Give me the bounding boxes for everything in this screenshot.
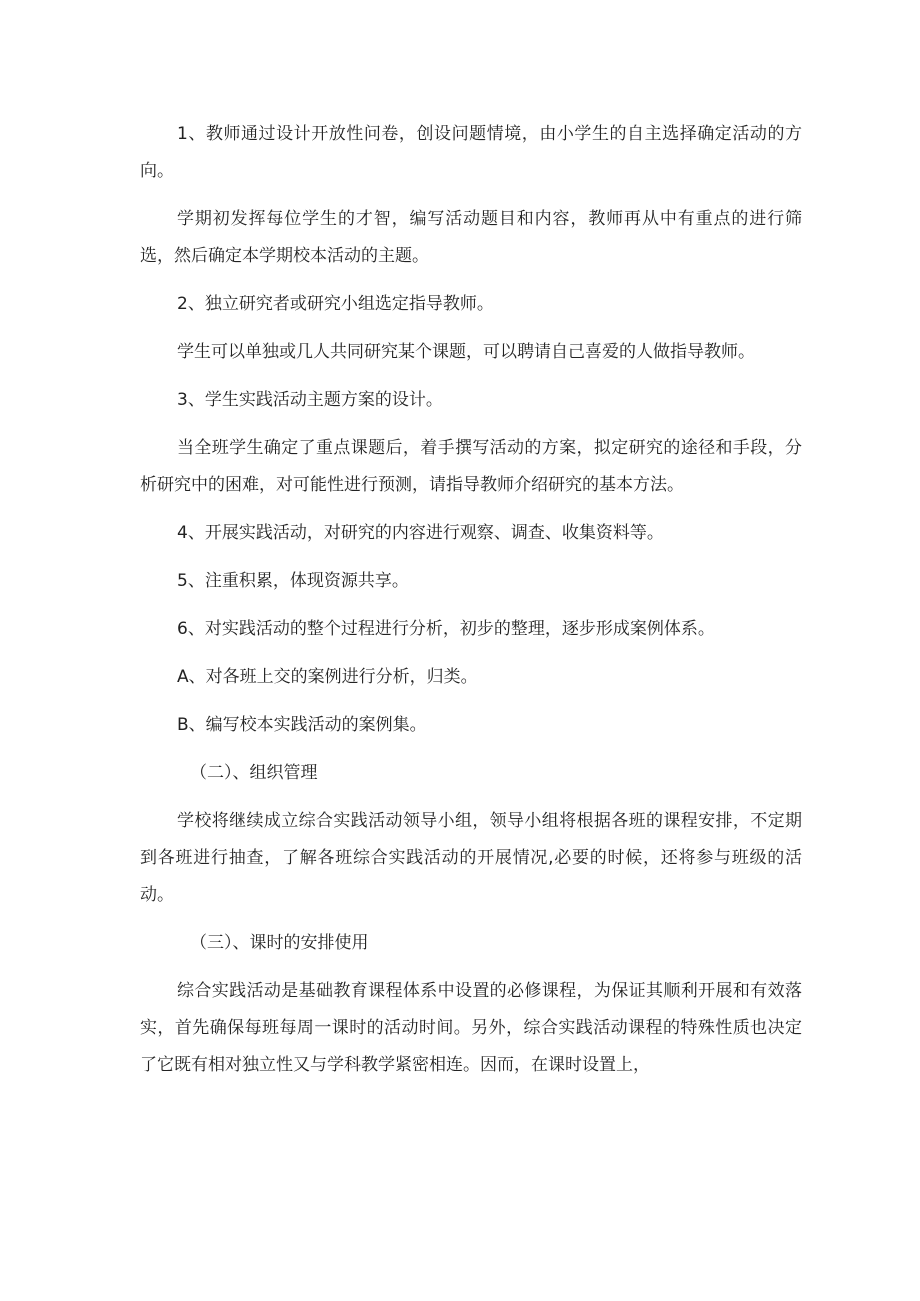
paragraph-class-hours: 综合实践活动是基础教育课程体系中设置的必修课程，为保证其顺利开展和有效落实，首先确保每班每周一课时的活动时间。另外，综合实践活动课程的特殊性质也决定了它既有相对独立性又与学科教学紧密相连。因而，在课时设置上， <box>140 981 802 1075</box>
paragraph-item-2: 2、独立研究者或研究小组选定指导教师。 <box>177 294 494 314</box>
section-heading-class-hours: （三）、课时的安排使用 <box>190 933 369 953</box>
paragraph-item-3: 3、学生实践活动主题方案的设计。 <box>177 390 443 410</box>
paragraph-item-1: 1、教师通过设计开放性问卷，创设问题情境，由小学生的自主选择确定活动的方向。 <box>140 124 802 181</box>
section-heading-management: （二）、组织管理 <box>190 763 318 783</box>
paragraph-item-5: 5、注重积累，体现资源共享。 <box>177 571 409 591</box>
paragraph-management: 学校将继续成立综合实践活动领导小组，领导小组将根据各班的课程安排，不定期到各班进行抽查，了解各班综合实践活动的开展情况,必要的时候，还将参与班级的活动。 <box>140 811 802 905</box>
paragraph-plan-design: 当全班学生确定了重点课题后，着手撰写活动的方案，拟定研究的途径和手段，分析研究中的困难，对可能性进行预测，请指导教师介绍研究的基本方法。 <box>140 438 802 495</box>
paragraph-theme-selection: 学期初发挥每位学生的才智，编写活动题目和内容，教师再从中有重点的进行筛选，然后确定本学期校本活动的主题。 <box>140 209 802 266</box>
paragraph-item-a: A、对各班上交的案例进行分析，归类。 <box>177 667 478 687</box>
paragraph-item-6: 6、对实践活动的整个过程进行分析，初步的整理，逐步形成案例体系。 <box>177 619 715 639</box>
document-body <box>140 116 802 1095</box>
paragraph-item-b: B、编写校本实践活动的案例集。 <box>177 715 427 735</box>
paragraph-advisor: 学生可以单独或几人共同研究某个课题，可以聘请自己喜爱的人做指导教师。 <box>177 342 755 362</box>
paragraph-item-4: 4、开展实践活动，对研究的内容进行观察、调查、收集资料等。 <box>177 523 664 543</box>
